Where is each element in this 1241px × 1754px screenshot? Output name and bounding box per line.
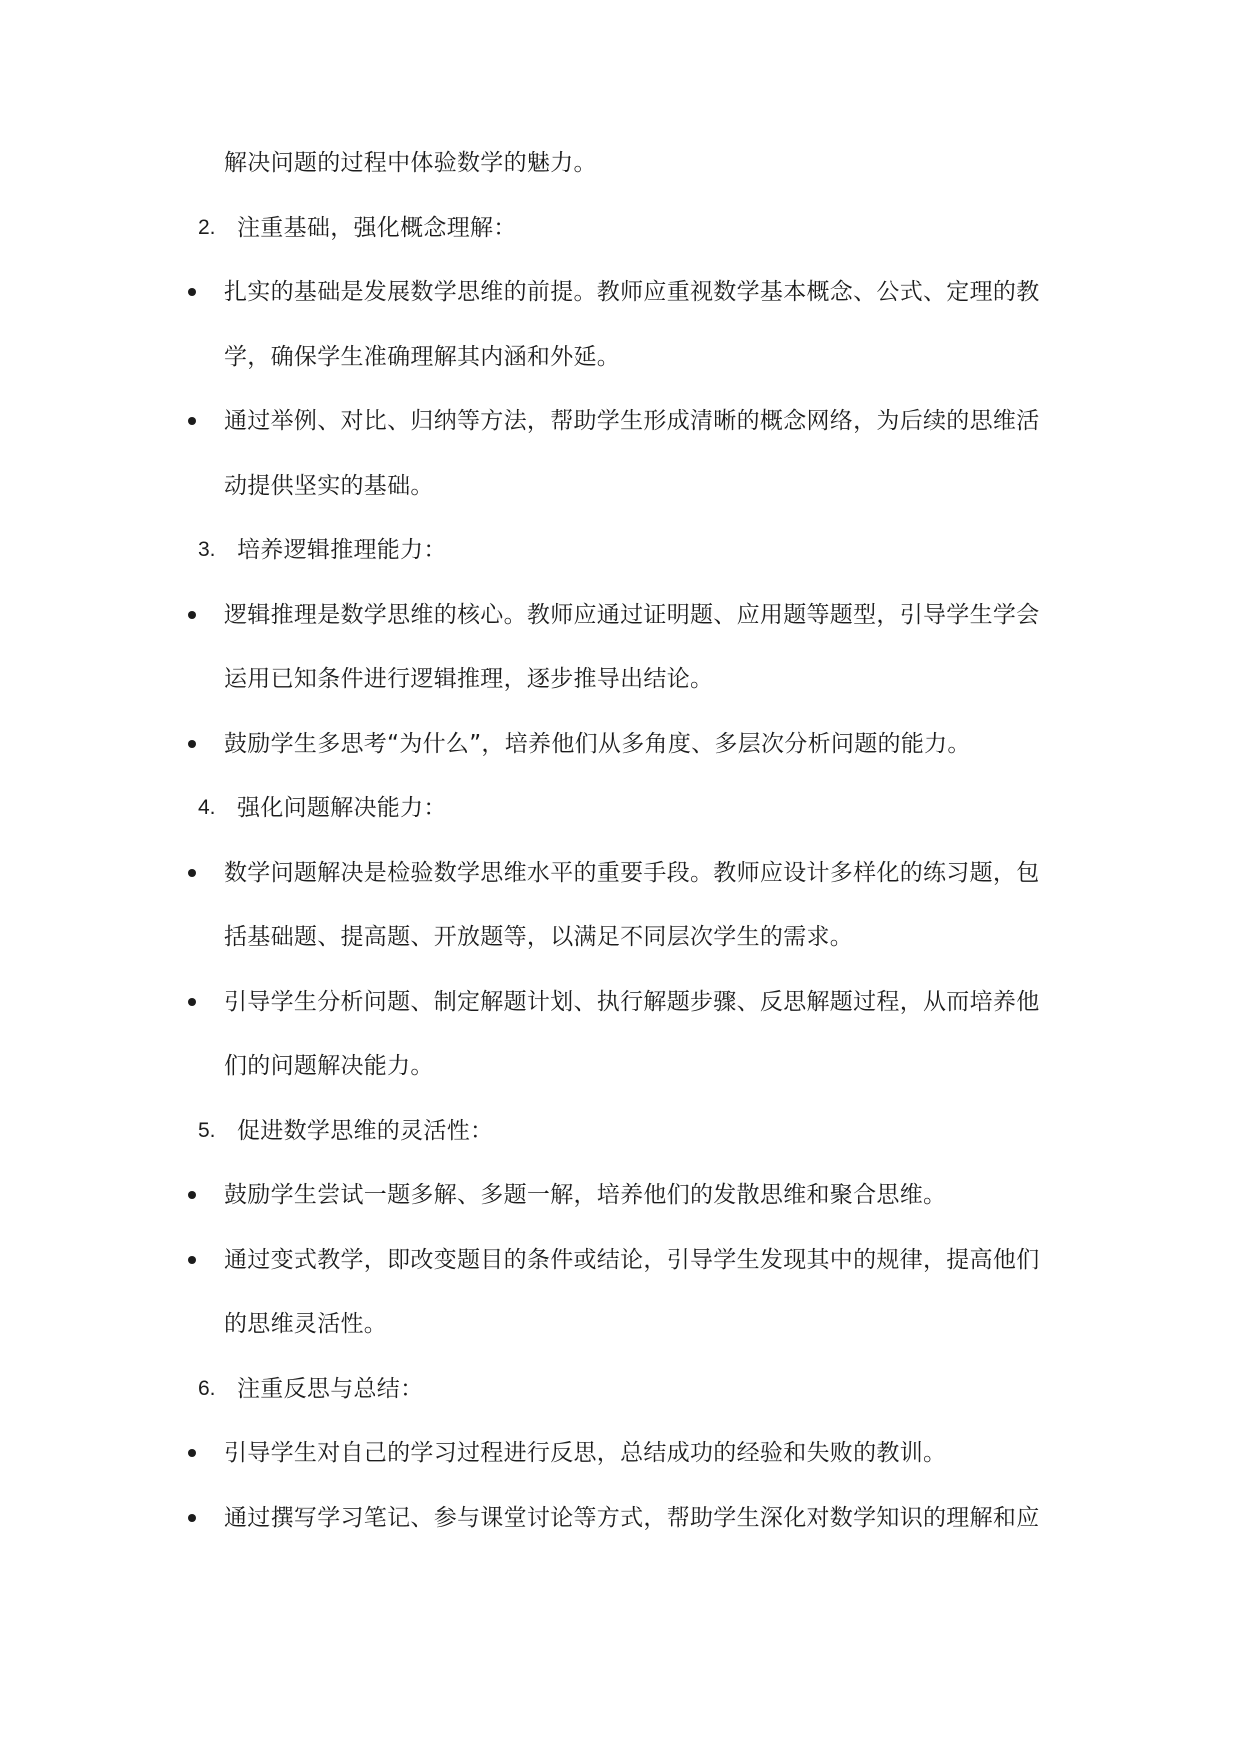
bullet-text-line: 扎实的基础是发展数学思维的前提。教师应重视数学基本概念、公式、定理的教 [224, 279, 1040, 305]
bullet-text-line: 逻辑推理是数学思维的核心。教师应通过证明题、应用题等题型，引导学生学会 [224, 601, 1040, 628]
bullet-text-line: 通过举例、对比、归纳等方法，帮助学生形成清晰的概念网络，为后续的思维活 [224, 408, 1040, 434]
bullet-icon [188, 1256, 196, 1264]
bullet-icon [188, 1191, 196, 1199]
section-heading: 注重反思与总结： [237, 1375, 424, 1402]
bullet-text-line: 通过变式教学，即改变题目的条件或结论，引导学生发现其中的规律，提高他们 [224, 1246, 1040, 1273]
bullet-icon [188, 998, 196, 1006]
section-number: 5. [198, 1118, 216, 1142]
bullet-icon [188, 869, 196, 877]
bullet-text-line: 鼓励学生多思考“为什么”，培养他们从多角度、多层次分析问题的能力。 [224, 730, 971, 757]
section-heading: 促进数学思维的灵活性： [237, 1117, 494, 1144]
bullet-text-line: 通过撰写学习笔记、参与课堂讨论等方式，帮助学生深化对数学知识的理解和应 [224, 1504, 1040, 1531]
bullet-icon [188, 288, 196, 296]
bullet-icon [188, 611, 196, 619]
section-heading: 注重基础，强化概念理解： [237, 214, 517, 241]
section-heading: 培养逻辑推理能力： [237, 537, 447, 563]
bullet-icon [188, 740, 196, 748]
bullet-text-line: 动提供坚实的基础。 [224, 472, 434, 499]
section-number: 4. [198, 796, 216, 819]
bullet-text-line: 学，确保学生准确理解其内涵和外延。 [224, 343, 621, 370]
bullet-text-line: 的思维灵活性。 [224, 1311, 388, 1337]
bullet-text-line: 引导学生对自己的学习过程进行反思，总结成功的经验和失败的教训。 [224, 1440, 947, 1466]
bullet-text-line: 们的问题解决能力。 [224, 1053, 434, 1079]
bullet-text-line: 运用已知条件进行逻辑推理，逐步推导出结论。 [224, 666, 714, 692]
section-heading: 强化问题解决能力： [237, 795, 447, 821]
section-number: 2. [198, 215, 216, 239]
bullet-icon [188, 1514, 196, 1522]
section-number: 3. [198, 538, 216, 561]
bullet-text-line: 鼓励学生尝试一题多解、多题一解，培养他们的发散思维和聚合思维。 [224, 1182, 947, 1208]
bullet-icon [188, 1449, 196, 1457]
continuation-text: 解决问题的过程中体验数学的魅力。 [224, 150, 597, 176]
bullet-text-line: 括基础题、提高题、开放题等，以满足不同层次学生的需求。 [224, 924, 854, 950]
section-number: 6. [198, 1376, 216, 1400]
bullet-text-line: 引导学生分析问题、制定解题计划、执行解题步骤、反思解题过程，从而培养他 [224, 988, 1040, 1015]
bullet-text-line: 数学问题解决是检验数学思维水平的重要手段。教师应设计多样化的练习题，包 [224, 859, 1040, 886]
bullet-icon [188, 417, 196, 425]
